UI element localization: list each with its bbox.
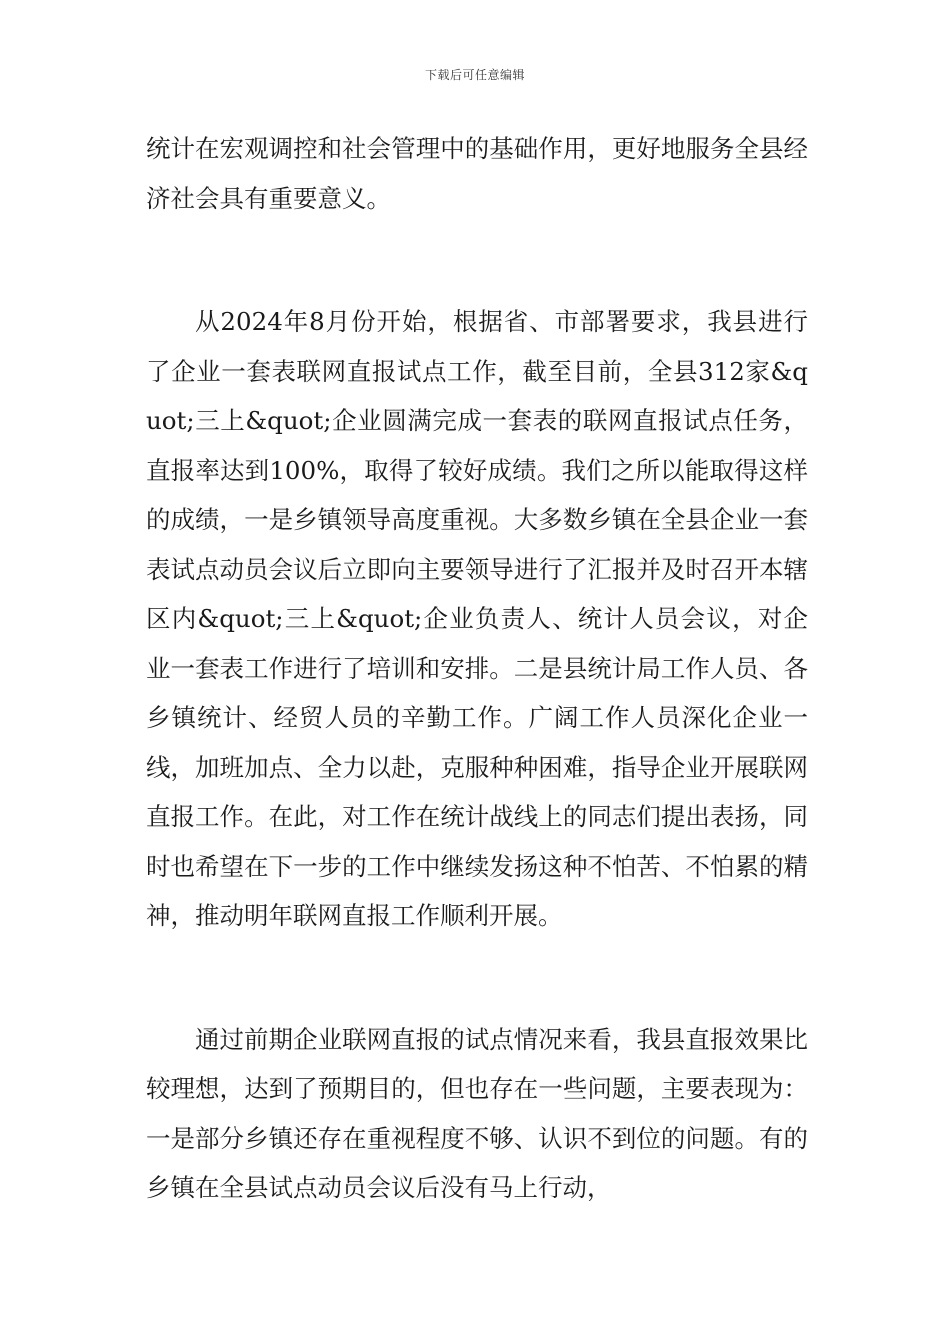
paragraph-gap [146,941,808,1015]
document-body [146,124,808,1213]
paragraph-problems: 通过前期企业联网直报的试点情况来看，我县直报效果比较理想，达到了预期目的，但也存在一些问题，主要表现为：一是部分乡镇还存在重视程度不够、认识不到位的问题。有的乡镇在全县试点动员会议后没有马上行动， [146,1024,808,1202]
paragraph-pilot-results: 从2024年8月份开始，根据省、市部署要求，我县进行了企业一套表联网直报试点工作，截至目前，全县312家&quot;三上&quot;企业圆满完成一套表的联网直报试点任务，直报率达到100%，取得了较好成绩。我们之所以能取得这样的成绩，一是乡镇领导高度重视。大多数乡镇在全县企业一套表试点动员会议后立即向主要领导进行了汇报并及时召开本辖区内&quot;三上&quot;企业负责人、统计人员会议，对企业一套表工作进行了培训和安排。二是县统计局工作人员、各乡镇统计、经贸人员的辛勤工作。广阔工作人员深化企业一线，加班加点、全力以赴，克服种种困难，指导企业开展联网直报工作。在此，对工作在统计战线上的同志们提出表扬，同时也希望在下一步的工作中继续发扬这种不怕苦、不怕累的精神，推动明年联网直报工作顺利开展。 [146,307,808,930]
page-header-note: 下载后可任意编辑 [424,68,525,82]
paragraph-continuation: 统计在宏观调控和社会管理中的基础作用，更好地服务全县经济社会具有重要意义。 [146,134,808,213]
paragraph-gap [146,223,808,297]
